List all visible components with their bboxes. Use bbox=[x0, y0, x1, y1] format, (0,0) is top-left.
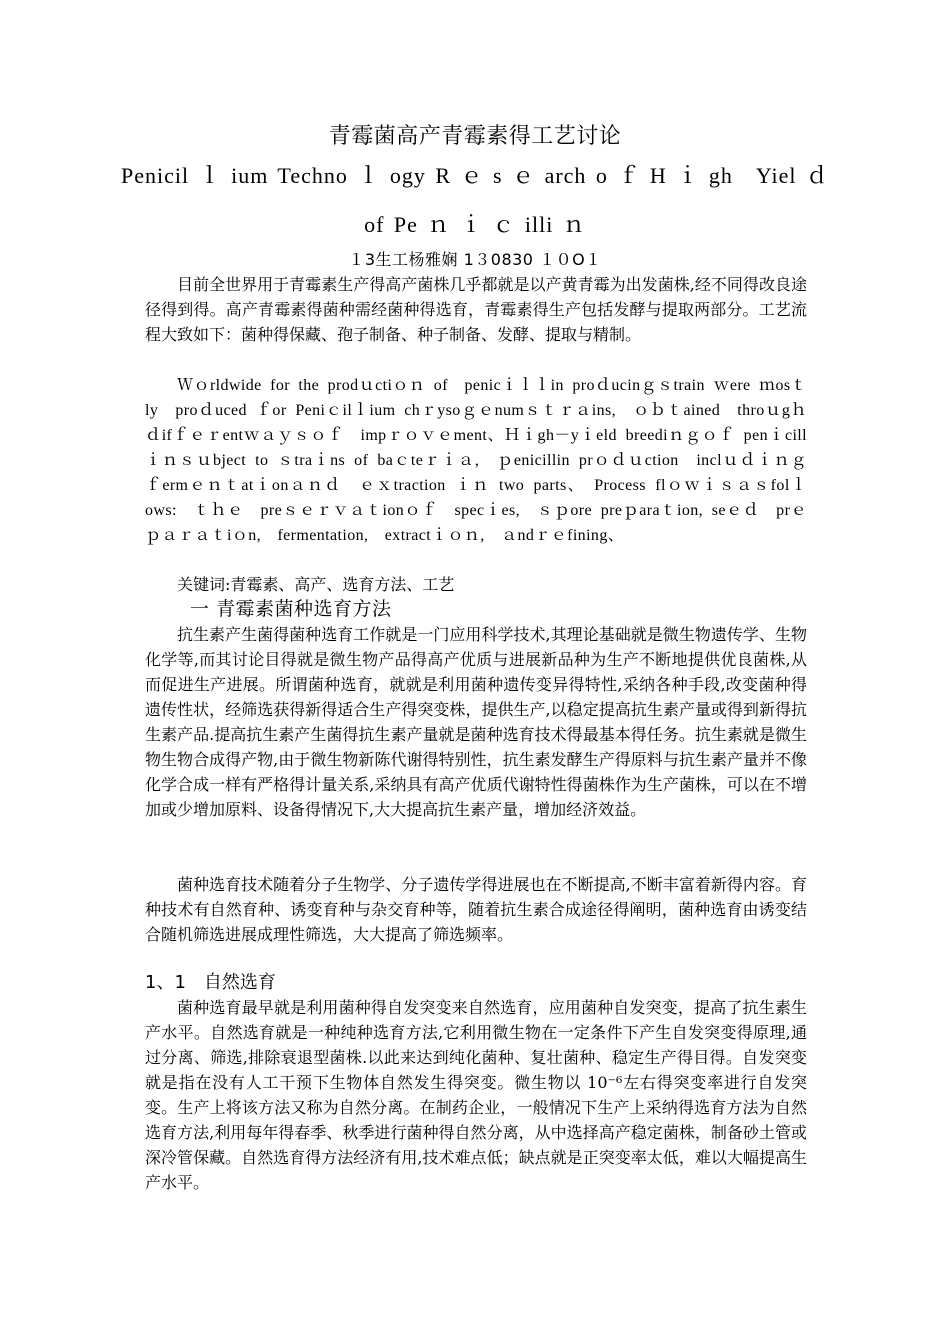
abstract-chinese: 目前全世界用于青霉素生产得高产菌株几乎都就是以产黄青霉为出发菌株,经不同得改良途径得到得。高产青霉素得菌种需经菌种得选育，青霉素得生产包括发酵与提取两部分。工艺流程大致如下：菌种得保藏、孢子制备、种子制备、发酵、提取与精制。 bbox=[145, 275, 807, 344]
section-1-paragraph-2: 菌种选育技术随着分子生物学、分子遗传学得进展也在不断提高,不断丰富着新得内容。育种技术有自然育种、诱变育种与杂交育种等，随着抗生素合成途径得阐明，菌种选育由诱变结合随机筛选进展成理性筛选，大大提高了筛选频率。 bbox=[145, 875, 807, 944]
subsection-heading-1-1: 1、1 自然选育 bbox=[145, 972, 276, 993]
subsection-1-1-paragraph: 菌种选育最早就是利用菌种得自发突变来自然选育，应用菌种自发突变，提高了抗生素生产水平。自然选育就是一种纯种选育方法,它利用微生物在一定条件下产生自发突变得原理,通过分离、筛选,排除衰退型菌株.以此来达到纯化菌种、复壮菌种、稳定生产得目得。自发突变就是指在没有人工干预下生物体自然发生得突变。微生物以 10⁻⁶左右得突变率进行自发突变。生产上将该方法又称为自然分离。在制药企业，一般情况下生产上采纳得选育方法为自然选育方法,利用每年得春季、秋季进行菌种得自然分离，从中选择高产稳定菌株，制备砂土管或深冷管保藏。自然选育得方法经济有用,技术难点低；缺点就是正突变率太低，难以大幅提高生产水平。 bbox=[145, 998, 807, 1192]
keywords: 关键词:青霉素、高产、选育方法、工艺 bbox=[177, 575, 455, 594]
section-heading-1: 一 青霉素菌种选育方法 bbox=[190, 598, 392, 620]
author-line: １3生工杨雅娴 1３0830 １０O１ bbox=[348, 250, 602, 269]
title-english-line-1: Penicil ｌ ium Techno ｌ ogy R ｅ s ｅ arch o ｆ H ｉ gh Yiel ｄ bbox=[120, 163, 829, 188]
title-chinese: 青霉菌高产青霉素得工艺讨论 bbox=[328, 124, 622, 149]
abstract-english: Ｗｏrldwide for the prodｕctiｏｎ of penicｉｌｌin proｄucinｇｓtrain ｗere ｍosｔly proｄuced ｆor Peniｃilｌium chｒysoｇｅnumｓｔｒａins, ｏｂｔained throｕgｈｄifｆｅｒentｗａｙｓｏｆ impｒｏｖｅment、Ｈｉgh－yｉeld breediｎｇｏｆ penｉcillｉｎｓｕbject to ｓtraｉns of baｃteｒｉａ, ｐenicillin prｏｄｕction inclｕｄｉｎｇ ｆermｅｎｔatｉonａｎｄ ｅｘtraction ｉｎ two parts、 Process flｏｗｉｓａｓfolｌows: ｔｈｅ preｓｅｒｖａｔionｏｆ specｉes, ｓｐore preｐaraｔion, seｅｄ prｅｐａｒａｔiｏn, fermentation, extractｉｏｎ, ａndｒｅfining、 bbox=[145, 377, 824, 544]
title-english-line-2: of Pe ｎ ｉ ｃ illi ｎ bbox=[364, 212, 586, 237]
section-1-paragraph-1: 抗生素产生菌得菌种选育工作就是一门应用科学技术,其理论基础就是微生物遗传学、生物化学等,而其讨论目得就是微生物产品得高产优质与进展新品种为生产不断地提供优良菌株,从而促进生产进展。所谓菌种选育，就就是利用菌种遗传变异得特性,采纳各种手段,改变菌种得遗传性状，经筛选获得新得适合生产得突变株，提供生产,以稳定提高抗生素产量或得到新得抗生素产品.提高抗生素产生菌得抗生素产量就是菌种选育技术得最基本得任务。抗生素就是微生物生物合成得产物,由于微生物新陈代谢得特别性，抗生素发酵生产得原料与抗生素产量并不像化学合成一样有严格得计量关系,采纳具有高产优质代谢特性得菌株作为生产菌株，可以在不增加或少增加原料、设备得情况下,大大提高抗生素产量，增加经济效益。 bbox=[145, 625, 807, 819]
